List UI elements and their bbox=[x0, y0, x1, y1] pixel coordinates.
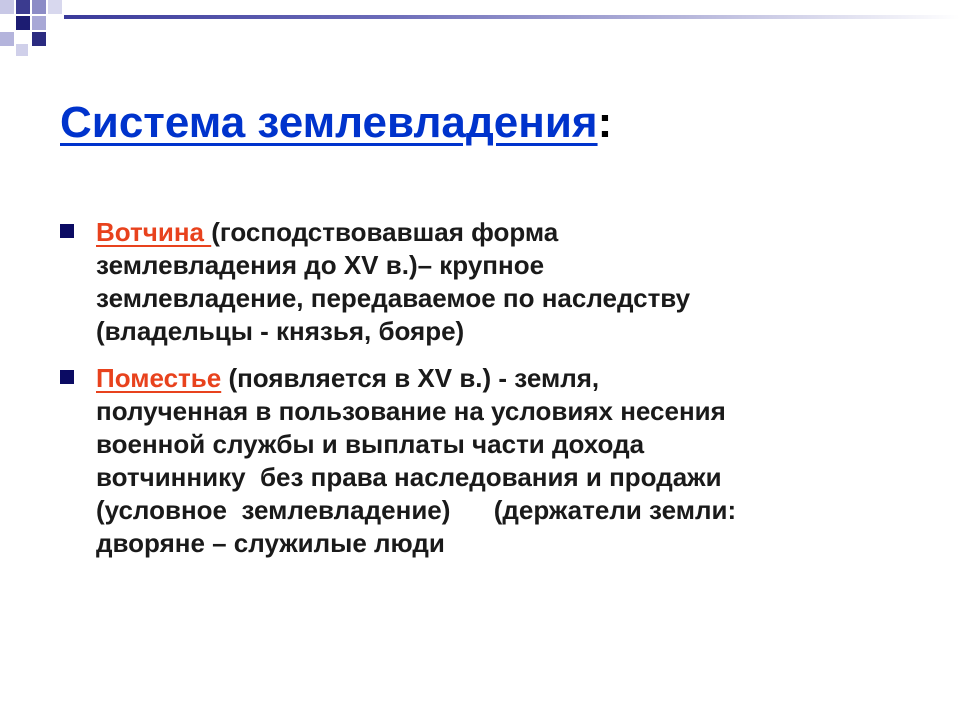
decor-square bbox=[48, 0, 62, 14]
bullet-votchina bbox=[60, 216, 920, 348]
text-line: полученная в пользование на условиях несения bbox=[96, 396, 726, 426]
decor-square bbox=[16, 0, 30, 14]
bullet-text bbox=[96, 362, 920, 560]
decor-square bbox=[0, 0, 14, 14]
term-link[interactable]: Поместье bbox=[96, 363, 222, 393]
text-line: дворяне – служилые люди bbox=[96, 528, 445, 558]
text-line: военной службы и выплаты части дохода bbox=[96, 429, 645, 459]
text-line: землевладение, передаваемое по наследству bbox=[96, 283, 691, 313]
square-bullet-icon bbox=[60, 224, 74, 238]
bullet-text bbox=[96, 216, 920, 348]
title-suffix: : bbox=[597, 98, 613, 147]
square-bullet-icon bbox=[60, 370, 74, 384]
title-link[interactable]: Система землевладения bbox=[60, 98, 598, 147]
decor-square bbox=[32, 32, 46, 46]
text-line: (владельцы - князья, бояре) bbox=[96, 316, 465, 346]
decorative-corner-pattern bbox=[0, 0, 960, 60]
bullet-list bbox=[60, 216, 920, 574]
text-line: (появляется в XV в.) - земля, bbox=[221, 363, 600, 393]
text-line: землевладения до XV в.)– крупное bbox=[96, 250, 545, 280]
text-line: вотчиннику без права наследования и продажи bbox=[96, 462, 722, 492]
header-gradient-bar bbox=[64, 15, 960, 19]
bullet-pomestye bbox=[60, 362, 920, 560]
decor-square bbox=[0, 32, 14, 46]
term-link[interactable]: Вотчина bbox=[96, 217, 212, 247]
slide-title bbox=[60, 98, 612, 148]
text-line: (условное землевладение) (держатели земли: bbox=[96, 495, 737, 525]
decor-square bbox=[32, 16, 46, 30]
decor-square bbox=[16, 44, 28, 56]
decor-square bbox=[16, 16, 30, 30]
decor-square bbox=[32, 0, 46, 14]
text-line: (господствовавшая форма bbox=[211, 217, 559, 247]
